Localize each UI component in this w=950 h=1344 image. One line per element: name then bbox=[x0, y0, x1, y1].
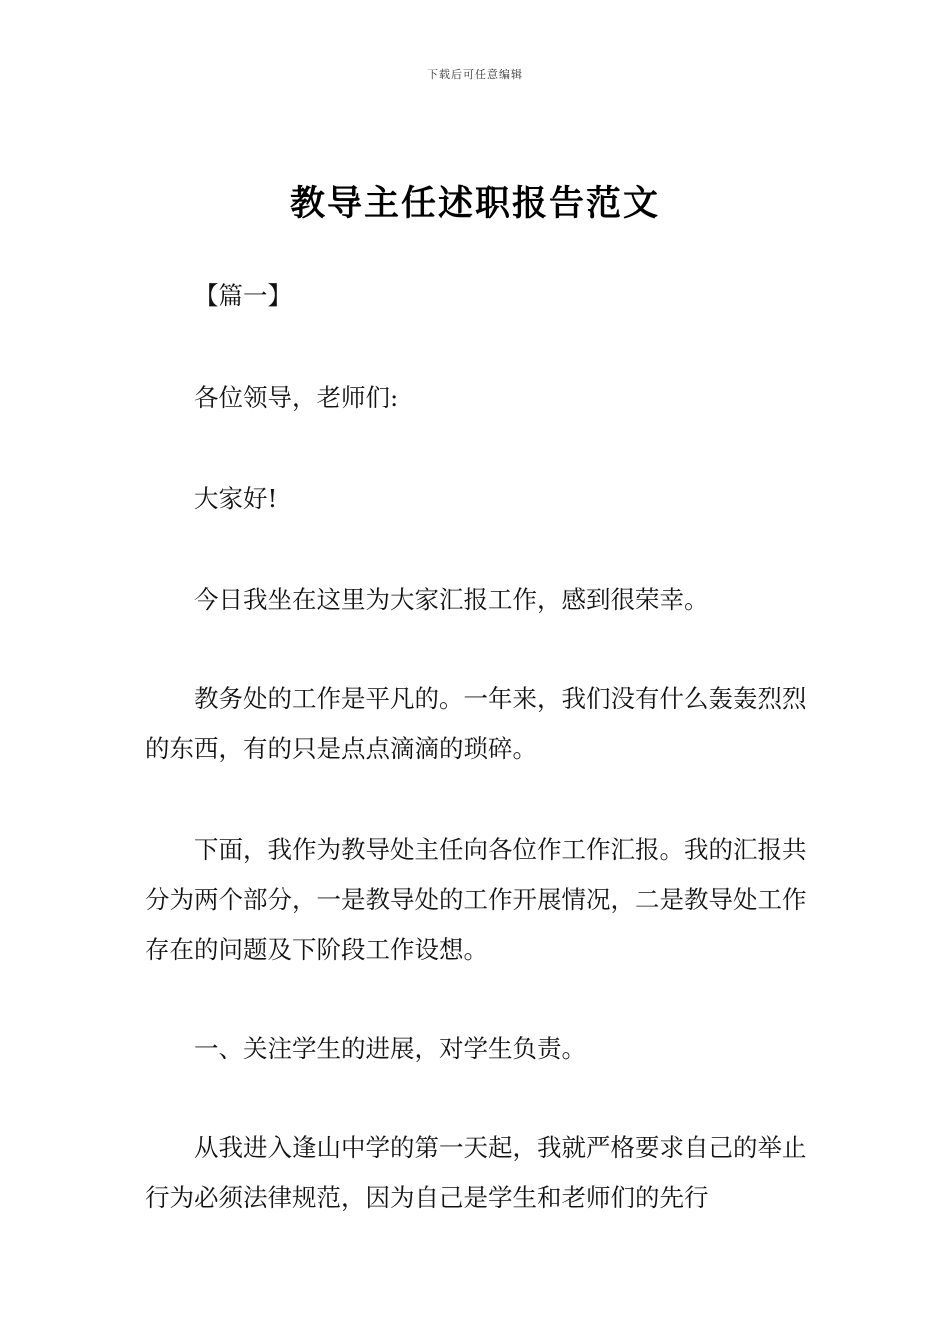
paragraph-first-day: 从我进入逢山中学的第一天起，我就严格要求自己的举止行为必须法律规范，因为自己是学生和老师们的先行 bbox=[145, 1133, 807, 1212]
paragraph-heading-one: 一、关注学生的进展，对学生负责。 bbox=[194, 1034, 586, 1063]
paragraph-office-work: 教务处的工作是平凡的。一年来，我们没有什么轰轰烈烈的东西，有的只是点点滴滴的琐碎。 bbox=[145, 684, 807, 763]
paragraph-intro: 今日我坐在这里为大家汇报工作，感到很荣幸。 bbox=[194, 585, 709, 614]
paragraph-greeting: 大家好! bbox=[194, 484, 278, 513]
section-label: 【篇一】 bbox=[194, 281, 292, 310]
header-note: 下载后可任意编辑 bbox=[427, 68, 523, 81]
paragraph-salutation: 各位领导，老师们: bbox=[194, 383, 399, 412]
page-title: 教导主任述职报告范文 bbox=[289, 183, 660, 224]
paragraph-report-outline: 下面，我作为教导处主任向各位作工作汇报。我的汇报共分为两个部分，一是教导处的工作开展情况，二是教导处工作存在的问题及下阶段工作设想。 bbox=[145, 835, 807, 964]
